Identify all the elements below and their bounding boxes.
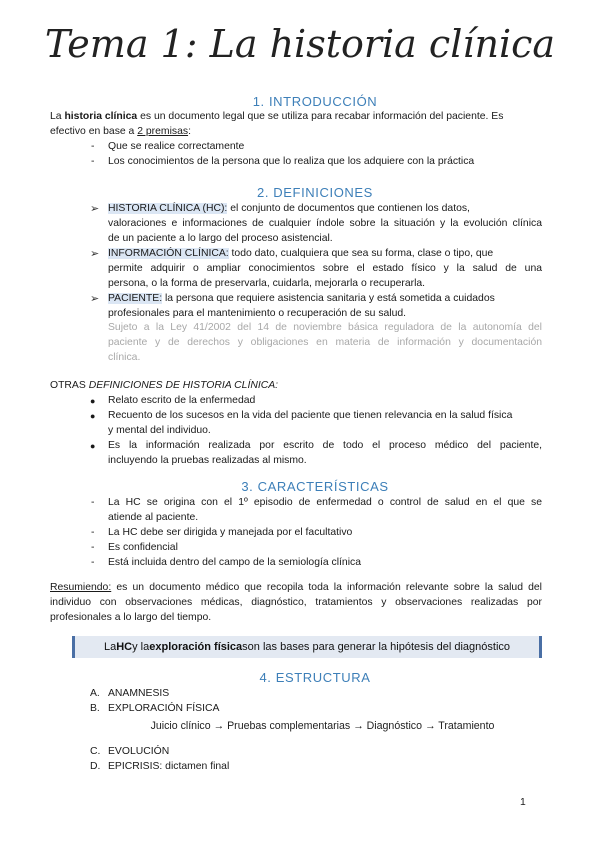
estructura-letter: C. (90, 746, 101, 757)
caracteristica-item: La HC debe ser dirigida y manejada por el facultativo (108, 527, 353, 538)
dash-marker: - (91, 527, 95, 538)
bullet-dot: ● (90, 411, 96, 421)
premisas-link: 2 premisas (137, 126, 189, 137)
definition-info-clinica: INFORMACIÓN CLÍNICA: todo dato, cualquiera que sea su forma, clase o tipo, que (108, 248, 494, 259)
definition-line: persona, o la forma de preservarla, cuidarla, mejorarla o recuperarla. (108, 278, 426, 289)
caracteristica-item: La HC se origina con el 1º episodio de enfermedad o control de salud en el que se (108, 497, 542, 508)
estructura-item: EVOLUCIÓN (108, 746, 170, 757)
ley-note-line: paciente y de derechos y obligaciones en materia de información y documentación (108, 337, 542, 348)
dash-marker: - (91, 557, 95, 568)
arrow-bullet-icon: ➢ (90, 248, 100, 260)
arrow-bullet-icon: ➢ (90, 203, 100, 215)
otras-item: Es la información realizada por escrito de todo el proceso médico del paciente, (108, 440, 542, 451)
dash-marker: - (91, 542, 95, 553)
heading-caracteristicas: 3. CARACTERÍSTICAS (241, 479, 389, 494)
definition-line: de un paciente a lo largo del proceso asistencial. (108, 233, 333, 244)
resumiendo-line: profesionales a lo largo del tiempo. (50, 612, 212, 623)
dash-marker: - (91, 141, 95, 152)
caracteristica-item: Es confidencial (108, 542, 178, 553)
dash-marker: - (91, 156, 95, 167)
definition-term: PACIENTE: (108, 293, 163, 304)
heading-definiciones: 2. DEFINICIONES (257, 185, 373, 200)
resumiendo-line: Resumiendo: es un documento médico que recopila toda la información relevante sobre la salud del (50, 582, 542, 593)
arrow-bullet-icon: ➢ (90, 293, 100, 305)
otras-item: y mental del individuo. (108, 425, 211, 436)
premisa-item: Que se realice correctamente (108, 141, 245, 152)
estructura-letter: B. (90, 703, 100, 714)
estructura-item: EXPLORACIÓN FÍSICA (108, 703, 220, 714)
caracteristica-item: atiende al paciente. (108, 512, 199, 523)
definition-term: HISTORIA CLÍNICA (HC): (108, 203, 228, 214)
key-idea-box: La HC y la exploración física son las bases para generar la hipótesis del diagnóstico (72, 636, 542, 658)
estructura-item: EPICRISIS: dictamen final (108, 761, 230, 772)
intro-bold-term: historia clínica (64, 111, 138, 122)
page-number: 1 (520, 797, 526, 808)
caracteristica-item: Está incluida dentro del campo de la semiología clínica (108, 557, 361, 568)
estructura-letter: D. (90, 761, 101, 772)
intro-line-2: efectivo en base a 2 premisas: (50, 126, 191, 137)
page-title: Tema 1: La historia clínica (44, 22, 556, 66)
otras-definiciones-label: OTRAS DEFINICIONES DE HISTORIA CLÍNICA: (50, 380, 279, 391)
premisa-item: Los conocimientos de la persona que lo realiza que los adquiere con la práctica (108, 156, 475, 167)
ley-note-line: Sujeto a la Ley 41/2002 del 14 de noviembre básica reguladora de la autonomía del (108, 322, 542, 333)
otras-item: incluyendo la pruebas realizadas al mismo. (108, 455, 307, 466)
definition-line: profesionales para el mantenimiento o recuperación de su salud. (108, 308, 407, 319)
bullet-dot: ● (90, 396, 96, 406)
clinical-flow: Juicio clínico → Pruebas complementarias → Diagnóstico → Tratamiento (150, 720, 495, 732)
resumiendo-line: individuo con observaciones médicas, diagnóstico, tratamientos y observaciones realizadas por (50, 597, 542, 608)
heading-estructura: 4. ESTRUCTURA (259, 670, 371, 685)
definition-hc: HISTORIA CLÍNICA (HC): el conjunto de documentos que contienen los datos, (108, 203, 470, 214)
estructura-letter: A. (90, 688, 100, 699)
definition-line: valoraciones e informaciones de cualquier índole sobre la situación y la evolución clínica (108, 218, 542, 229)
definition-line: permite adquirir o ampliar conocimientos sobre el estado físico y la salud de una (108, 263, 542, 274)
otras-item: Relato escrito de la enfermedad (108, 395, 256, 406)
otras-item: Recuento de los sucesos en la vida del paciente que tienen relevancia en la salud física (108, 410, 513, 421)
bullet-dot: ● (90, 441, 96, 451)
definition-term: INFORMACIÓN CLÍNICA: (108, 248, 229, 259)
resumiendo-label: Resumiendo: (50, 582, 112, 593)
heading-introduccion: 1. INTRODUCCIÓN (252, 94, 378, 109)
intro-line-1: La historia clínica es un documento legal que se utiliza para recabar información del paciente. Es (50, 111, 504, 122)
dash-marker: - (91, 497, 95, 508)
definition-paciente: PACIENTE: la persona que requiere asistencia sanitaria y está sometida a cuidados (108, 293, 495, 304)
ley-note-line: clínica. (108, 352, 141, 363)
estructura-item: ANAMNESIS (108, 688, 170, 699)
